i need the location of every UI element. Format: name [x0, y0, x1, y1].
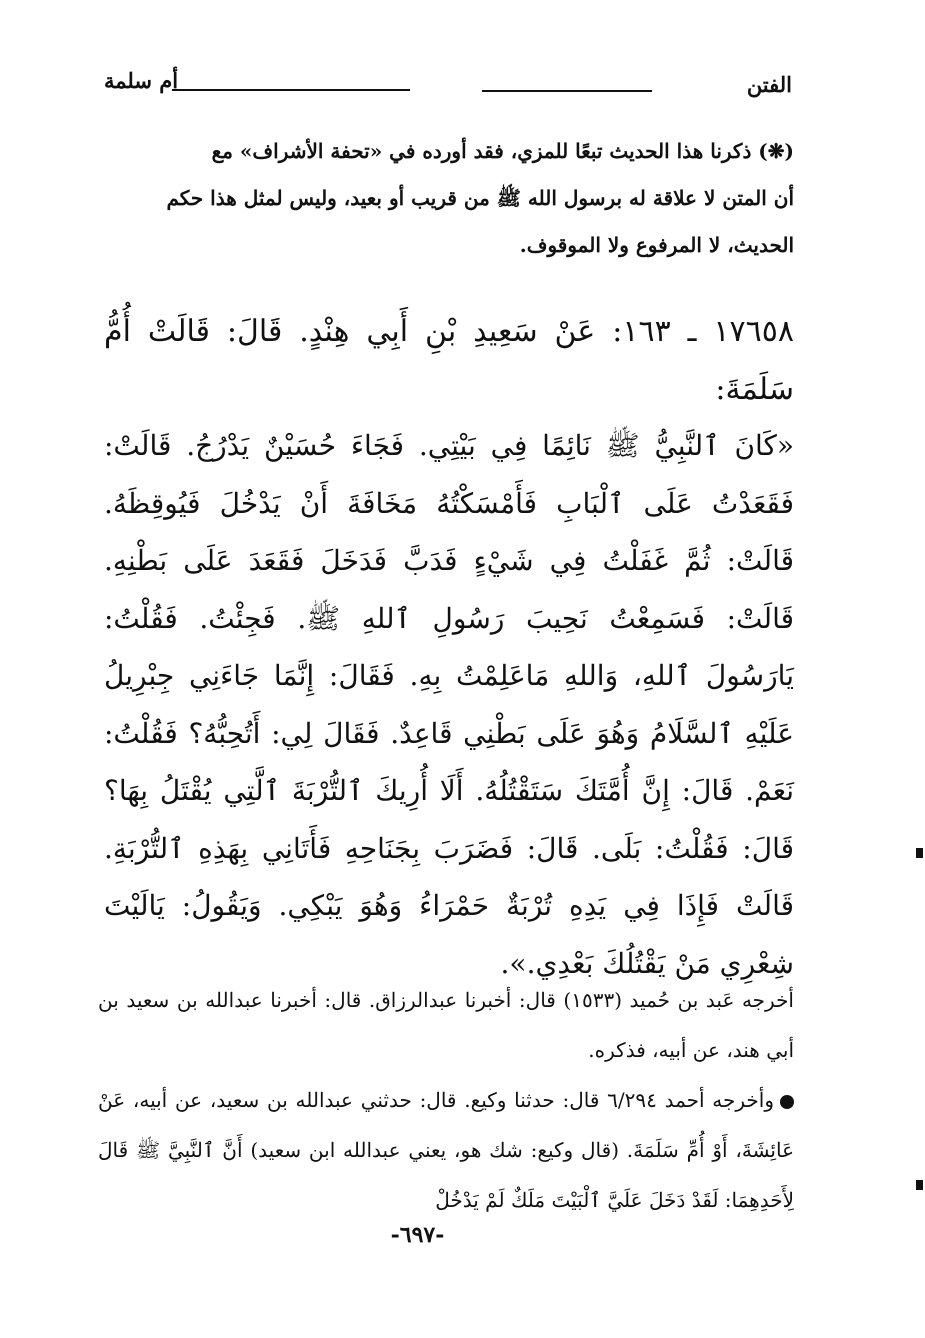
hadith-number-and-chain: ١٧٦٥٨ ـ ١٦٣: عَنْ سَعِيدِ بْنِ أَبِي هِنْدٍ. قَالَ: قَالَتْ أُمُّ سَلَمَةَ:	[104, 314, 794, 407]
note-line: الحديث، لا المرفوع ولا الموقوف.	[519, 233, 794, 257]
header-rule-right	[482, 90, 652, 92]
takhrij-section	[98, 975, 794, 1225]
header-rule-left	[172, 89, 410, 91]
note-line: أن المتن لا علاقة له برسول الله ﷺ من قريب أو بعيد، وليس لمثل هذا حكم	[166, 186, 794, 210]
page-number: -٦٩٧-	[390, 1222, 445, 1248]
section-title: أم سلمة	[104, 68, 179, 93]
scan-mark	[916, 848, 923, 858]
takhrij-paragraph-text: وأخرجه أحمد ٦/٢٩٤ قال: حدثنا وكيع. قال: حدثني عبدالله بن سعيد، عن أبيه، عَنْ عَائِشَةَ، أَوْ أُمِّ سَلَمَةَ. (قال وكيع: شك هو، يعني عبدالله ابن سعيد) أَنَّ ٱلنَّبِيَّ ﷺ قَالَ لِأَحَدِهِمَا: لَقَدْ دَخَلَ عَلَيَّ ٱلْبَيْتَ مَلَكٌ لَمْ يَدْخُلْ	[98, 1088, 795, 1212]
takhrij-paragraph: أخرجه عَبد بن حُميد (١٥٣٣) قال: أخبرنا عبدالرزاق. قال: أخبرنا عبدالله بن سعيد بن أبي هند، عن أبيه، فذكره.	[98, 988, 794, 1062]
hadith-matn: «كَانَ ٱلنَّبِيُّ ﷺ نَائِمًا فِي بَيْتِي. فَجَاءَ حُسَيْنٌ يَدْرُجُ. قَالَتْ: فَقَعَدْتُ عَلَى ٱلْبَابِ فَأَمْسَكْتُهُ مَخَافَةَ أَنْ يَدْخُلَ فَيُوقِظَهُ. قَالَتْ: ثُمَّ غَفَلْتُ فِي شَيْءٍ فَدَبَّ فَدَخَلَ فَقَعَدَ عَلَى بَطْنِهِ. قَالَتْ: فَسَمِعْتُ نَحِيبَ رَسُولِ ٱللهِ ﷺ. فَجِئْتُ. فَقُلْتُ: يَارَسُولَ ٱللهِ، وَاللهِ مَاعَلِمْتُ بِهِ. فَقَالَ: إِنَّمَا جَاءَنِي جِبْرِيلُ عَلَيْهِ ٱلسَّلَامُ وَهُوَ عَلَى بَطْنِي قَاعِدٌ. فَقَالَ لِي: أَتُحِبُّهُ؟ فَقُلْتُ: نَعَمْ. قَالَ: إِنَّ أُمَّتَكَ سَتَقْتُلُهُ. أَلَا أُرِيكَ ٱلتُّرْبَةَ ٱلَّتِي يُقْتَلُ بِهَا؟ قَالَ: فَقُلْتُ: بَلَى. قَالَ: فَضَرَبَ بِجَنَاحِهِ فَأَتَانِي بِهَذِهِ ٱلتُّرْبَةِ. قَالَتْ فَإِذَا فِي يَدِهِ تُرْبَةٌ حَمْرَاءُ وَهُوَ يَبْكِي. وَيَقُولُ: يَالَيْتَ شِعْرِي مَنْ يَقْتُلُكَ بَعْدِي.».	[104, 429, 794, 980]
running-header	[100, 68, 792, 98]
chapter-title: الفتن	[746, 72, 792, 97]
scan-mark	[916, 1180, 923, 1190]
takhrij-paragraph-2	[98, 1075, 794, 1225]
editor-note	[104, 128, 794, 269]
bullet-icon	[780, 1095, 794, 1109]
hadith-text	[104, 417, 794, 992]
note-line: (❋) ذكرنا هذا الحديث تبعًا للمزي، فقد أورده في «تحفة الأشراف» مع	[211, 139, 794, 163]
hadith-heading	[104, 303, 794, 419]
